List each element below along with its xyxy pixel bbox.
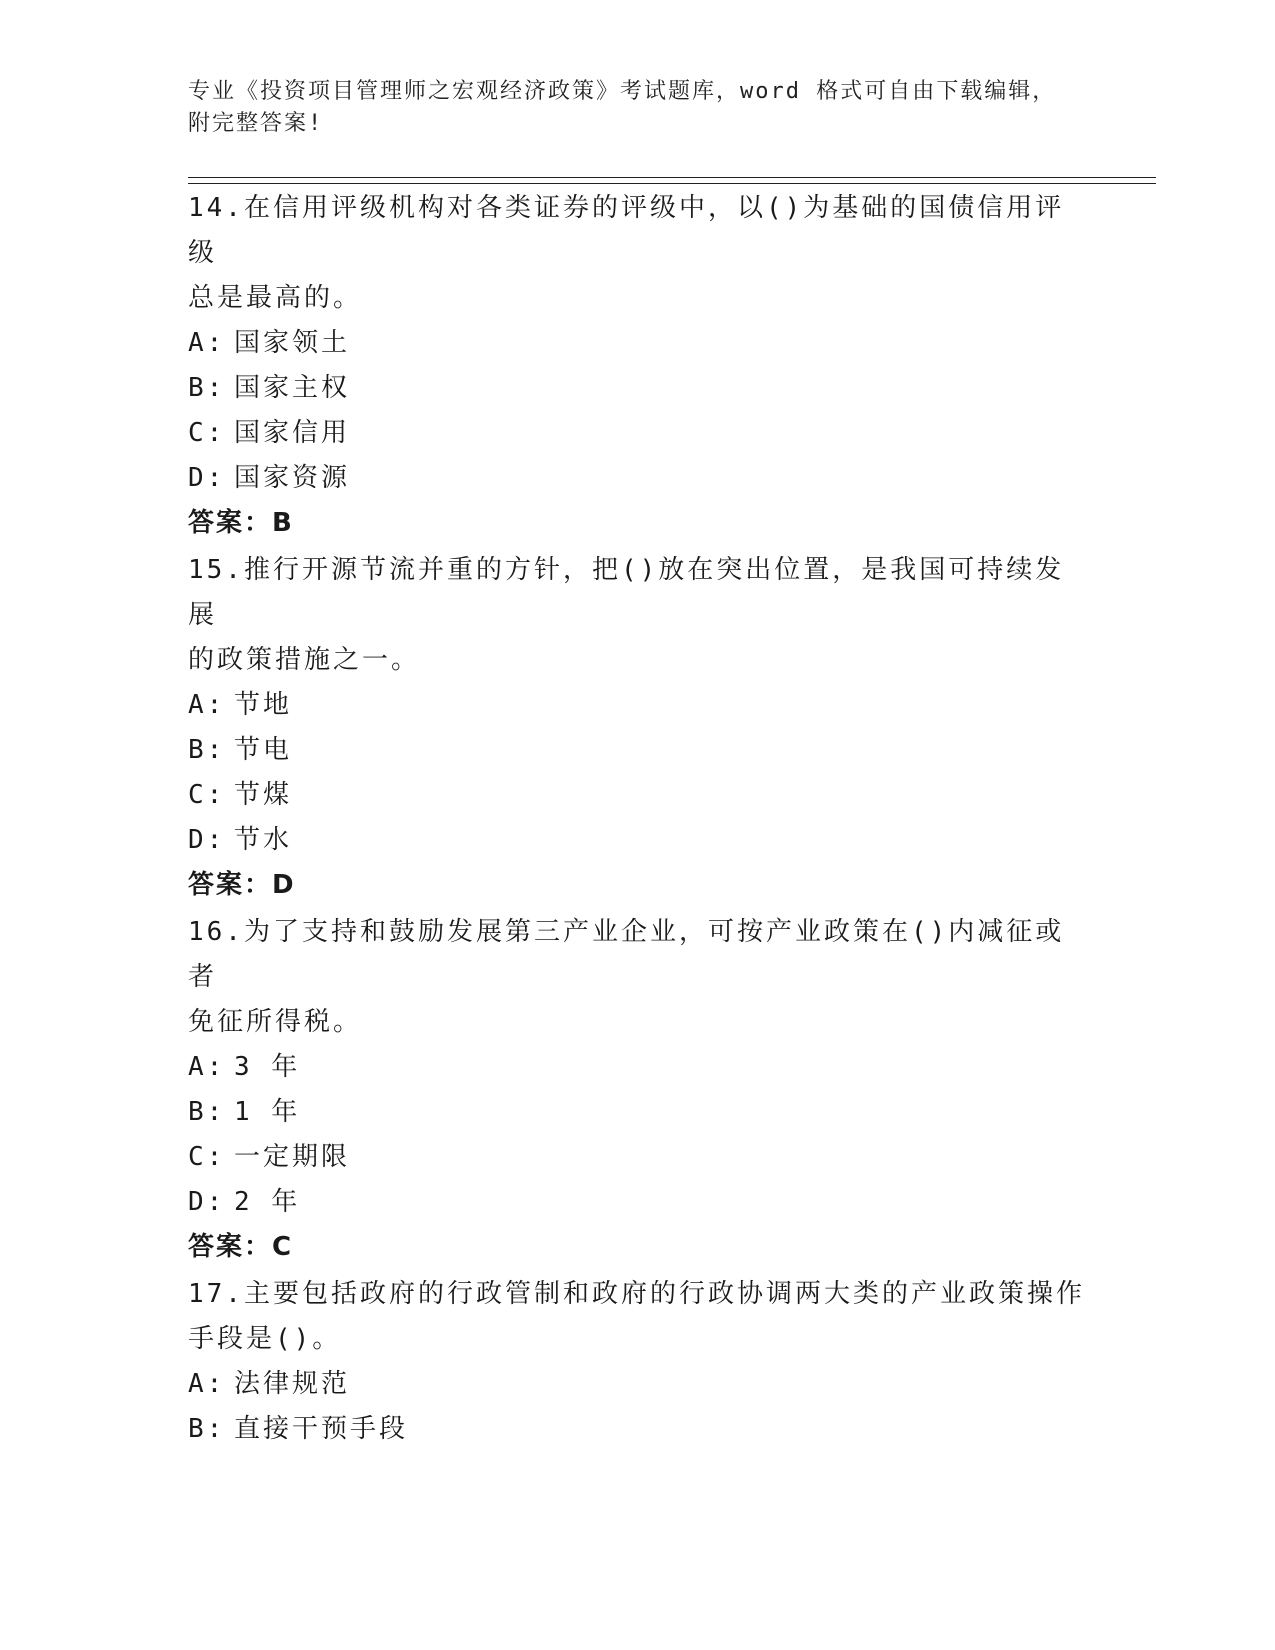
document-header bbox=[188, 76, 1088, 140]
question-stem-line-1: 16.为了支持和鼓励发展第三产业企业，可按产业政策在()内减征或者 bbox=[188, 917, 1065, 992]
option-a bbox=[188, 683, 1088, 728]
option-key: A: bbox=[188, 1052, 226, 1082]
option-text: 3 年 bbox=[234, 1052, 301, 1082]
header-line-2: 附完整答案! bbox=[188, 111, 324, 136]
option-text: 节地 bbox=[234, 690, 293, 720]
option-key: A: bbox=[188, 690, 226, 720]
option-b bbox=[188, 1090, 1088, 1135]
option-text: 节水 bbox=[234, 825, 293, 855]
option-d bbox=[188, 456, 1088, 501]
header-line-1: 专业《投资项目管理师之宏观经济政策》考试题库，word 格式可自由下载编辑， bbox=[188, 79, 1057, 104]
option-b bbox=[188, 728, 1088, 773]
option-a bbox=[188, 1045, 1088, 1090]
option-key: D: bbox=[188, 825, 226, 855]
question-15 bbox=[188, 548, 1088, 908]
option-key: C: bbox=[188, 1142, 226, 1172]
question-stem-line-1: 14.在信用评级机构对各类证券的评级中，以()为基础的国债信用评级 bbox=[188, 193, 1065, 268]
option-c bbox=[188, 773, 1088, 818]
question-stem-line-1: 15.推行开源节流并重的方针，把()放在突出位置，是我国可持续发展 bbox=[188, 555, 1065, 630]
option-text: 1 年 bbox=[234, 1097, 301, 1127]
question-stem-line-2: 总是最高的。 bbox=[188, 283, 363, 313]
option-text: 节煤 bbox=[234, 780, 293, 810]
option-key: D: bbox=[188, 1187, 226, 1217]
option-a bbox=[188, 1362, 1088, 1407]
option-key: B: bbox=[188, 1097, 226, 1127]
option-b bbox=[188, 366, 1088, 411]
question-17 bbox=[188, 1272, 1088, 1452]
option-d bbox=[188, 1180, 1088, 1225]
question-stem-line-2: 手段是()。 bbox=[188, 1324, 342, 1354]
option-key: A: bbox=[188, 328, 226, 358]
question-stem-line-1: 17.主要包括政府的行政管制和政府的行政协调两大类的产业政策操作 bbox=[188, 1279, 1085, 1309]
option-text: 国家领土 bbox=[234, 328, 351, 358]
question-14 bbox=[188, 186, 1088, 546]
option-key: C: bbox=[188, 418, 226, 448]
option-c bbox=[188, 1135, 1088, 1180]
option-text: 国家主权 bbox=[234, 373, 351, 403]
option-text: 直接干预手段 bbox=[234, 1414, 409, 1444]
header-divider-bottom bbox=[188, 183, 1156, 184]
option-key: C: bbox=[188, 780, 226, 810]
option-text: 一定期限 bbox=[234, 1142, 351, 1172]
option-text: 节电 bbox=[234, 735, 293, 765]
option-b bbox=[188, 1407, 1088, 1452]
answer-line: 答案：D bbox=[188, 870, 296, 900]
option-key: B: bbox=[188, 735, 226, 765]
option-key: B: bbox=[188, 373, 226, 403]
option-c bbox=[188, 411, 1088, 456]
option-text: 法律规范 bbox=[234, 1369, 351, 1399]
answer-line: 答案：C bbox=[188, 1232, 294, 1262]
header-divider-top bbox=[188, 177, 1156, 178]
answer-line: 答案：B bbox=[188, 508, 294, 538]
question-stem-line-2: 免征所得税。 bbox=[188, 1007, 363, 1037]
option-key: B: bbox=[188, 1414, 226, 1444]
option-key: A: bbox=[188, 1369, 226, 1399]
option-text: 国家信用 bbox=[234, 418, 351, 448]
option-text: 国家资源 bbox=[234, 463, 351, 493]
option-d bbox=[188, 818, 1088, 863]
option-a bbox=[188, 321, 1088, 366]
option-text: 2 年 bbox=[234, 1187, 301, 1217]
question-16 bbox=[188, 910, 1088, 1270]
option-key: D: bbox=[188, 463, 226, 493]
question-stem-line-2: 的政策措施之一。 bbox=[188, 645, 421, 675]
